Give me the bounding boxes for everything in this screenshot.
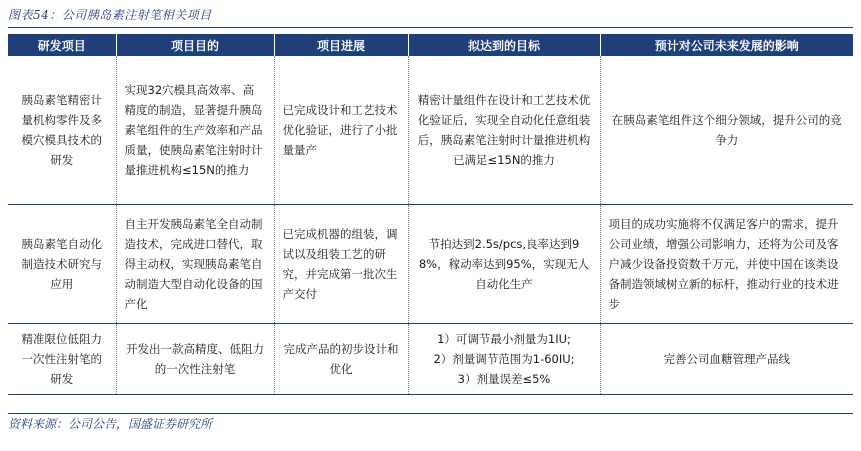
goal-line: 1）可调节最小剂量为1IU; xyxy=(437,332,571,346)
cell-progress: 已完成机器的组装，调试以及组装工艺的研究，并完成第一批次生产交付 xyxy=(274,205,408,324)
cell-project: 胰岛素笔自动化制造技术研究与应用 xyxy=(8,205,116,324)
cell-goal: 精密计量组件在设计和工艺技术优化验证后，实现全自动化任意组装后，胰岛素笔注射时计量推进机构已满足≤15N的推力 xyxy=(408,56,600,205)
figure-caption: 图表54：公司胰岛素注射笔相关项目 xyxy=(8,8,212,22)
table-row xyxy=(8,56,853,205)
cell-purpose: 自主开发胰岛素笔全自动制造技术，完成进口替代，取得主动权，实现胰岛素笔自动制造大型自动化设备的国产化 xyxy=(116,205,274,324)
goal-line: 2）剂量调节范围为1-60IU; xyxy=(433,352,575,366)
cell-purpose: 开发出一款高精度、低阻力的一次性注射笔 xyxy=(116,324,274,395)
bottom-rule xyxy=(8,413,853,414)
table-row xyxy=(8,324,853,395)
cell-progress: 已完成设计和工艺技术优化验证，进行了小批量量产 xyxy=(274,56,408,205)
cell-impact: 完善公司血糖管理产品线 xyxy=(600,324,853,395)
cell-purpose: 实现32穴模具高效率、高精度的制造，显著提升胰岛素笔组件的生产效率和产品质量，使胰岛素笔注射时计量推进机构≤15N的推力 xyxy=(116,56,274,205)
header-purpose: 项目目的 xyxy=(116,34,274,56)
cell-goal xyxy=(408,324,600,395)
header-progress: 项目进展 xyxy=(274,34,408,56)
goal-line: 3）剂量误差≤5% xyxy=(457,372,551,386)
header-impact: 预计对公司未来发展的影响 xyxy=(600,34,853,56)
cell-project: 胰岛素笔精密计量机构零件及多模穴模具技术的研发 xyxy=(8,56,116,205)
header-goal: 拟达到的目标 xyxy=(408,34,600,56)
cell-progress: 完成产品的初步设计和优化 xyxy=(274,324,408,395)
cell-goal: 节拍达到2.5s/pcs,良率达到98%，稼动率达到95%，实现无人自动化生产 xyxy=(408,205,600,324)
header-project: 研发项目 xyxy=(8,34,116,56)
top-rule xyxy=(8,27,853,28)
cell-impact: 项目的成功实施将不仅满足客户的需求，提升公司业绩，增强公司影响力，还将为公司及客户减少设备投资数千万元，并使中国在该类设备制造领域树立新的标杆，推动行业的技术进步 xyxy=(600,205,853,324)
cell-impact: 在胰岛素笔组件这个细分领域，提升公司的竞争力 xyxy=(600,56,853,205)
table-header-row xyxy=(8,34,853,56)
source-note: 资料来源：公司公告，国盛证券研究所 xyxy=(8,417,213,431)
projects-table xyxy=(8,34,853,395)
cell-project: 精准限位低阻力一次性注射笔的研发 xyxy=(8,324,116,395)
table-row xyxy=(8,205,853,324)
